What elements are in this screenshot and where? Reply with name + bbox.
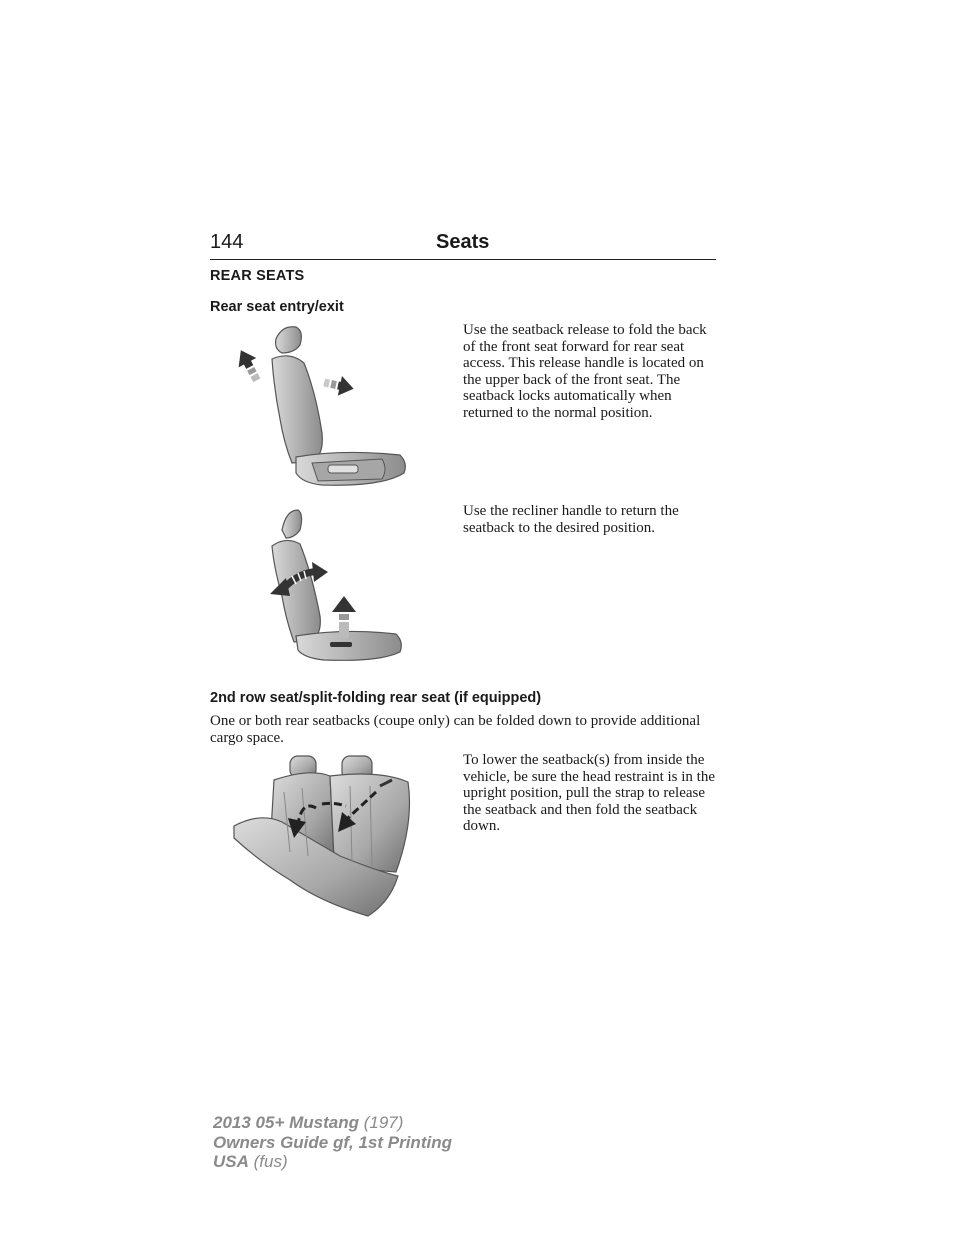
footer-line-2: Owners Guide gf, 1st Printing bbox=[213, 1132, 452, 1152]
footer bbox=[213, 1113, 452, 1172]
release-paragraph: Use the seatback release to fold the back of the front seat forward for rear seat access. This release handle is located on the upper back of the front seat. The seatback locks automatically when returned to the normal position. bbox=[463, 322, 707, 421]
lower-seatback-paragraph: To lower the seatback(s) from inside the vehicle, be sure the head restraint is in the upright position, pull the strap to release the seatback and then fold the seatback down. bbox=[463, 752, 715, 834]
footer-line-3: USA (fus) bbox=[213, 1152, 288, 1171]
subheading-split-folding: 2nd row seat/split-folding rear seat (if equipped) bbox=[210, 690, 542, 706]
header-rule bbox=[210, 259, 716, 260]
page-number: 144 bbox=[210, 231, 244, 253]
rear-seat-folding-illustration bbox=[230, 752, 416, 918]
split-folding-intro: One or both rear seatbacks (coupe only) can be folded down to provide additional cargo space. bbox=[210, 713, 701, 746]
recliner-paragraph: Use the recliner handle to return the seatback to the desired position. bbox=[463, 503, 679, 536]
subheading-entry-exit: Rear seat entry/exit bbox=[210, 299, 344, 315]
section-heading: REAR SEATS bbox=[210, 268, 305, 284]
recliner-handle-illustration bbox=[264, 504, 408, 664]
seatback-release-illustration bbox=[232, 323, 412, 491]
page-title: Seats bbox=[436, 231, 490, 253]
footer-line-1: 2013 05+ Mustang (197) bbox=[213, 1113, 404, 1132]
